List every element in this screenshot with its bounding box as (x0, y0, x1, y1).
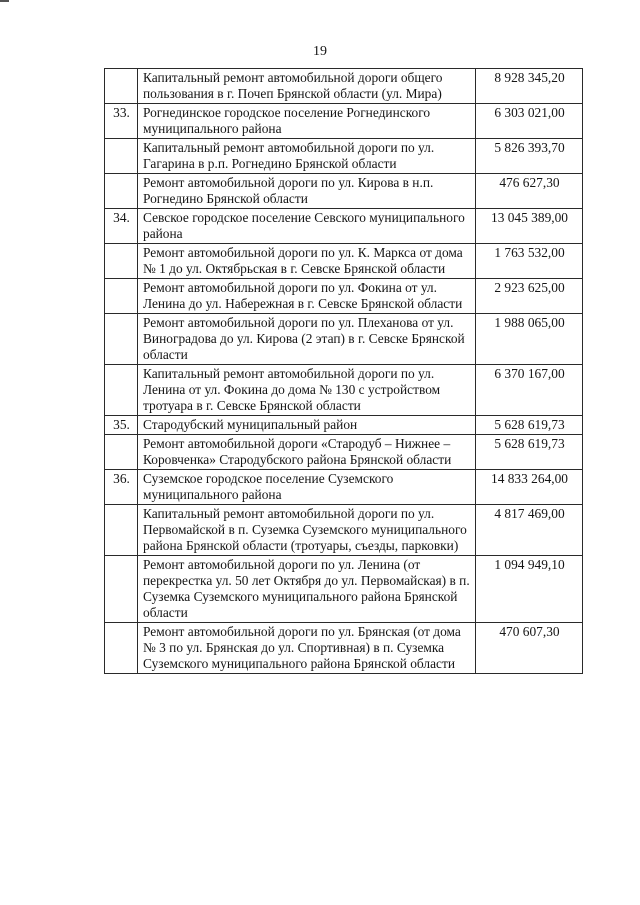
row-description: Ремонт автомобильной дороги «Стародуб – Нижнее – Коровченка» Стародубского района Брянской области (138, 435, 476, 470)
row-description: Капитальный ремонт автомобильной дороги по ул. Ленина от ул. Фокина до дома № 130 с устройством тротуара в г. Севске Брянской области (138, 365, 476, 416)
row-number: 36. (105, 470, 138, 505)
row-description: Суземское городское поселение Суземского муниципального района (138, 470, 476, 505)
row-description: Ремонт автомобильной дороги по ул. Плеханова от ул. Виноградова до ул. Кирова (2 этап) в г. Севске Брянской области (138, 314, 476, 365)
row-amount: 470 607,30 (476, 623, 583, 674)
table-row (105, 623, 583, 674)
row-amount: 13 045 389,00 (476, 209, 583, 244)
table-row (105, 435, 583, 470)
row-amount: 14 833 264,00 (476, 470, 583, 505)
table-row (105, 104, 583, 139)
scan-mark (0, 0, 9, 2)
row-amount: 1 988 065,00 (476, 314, 583, 365)
table-row (105, 139, 583, 174)
row-amount: 6 303 021,00 (476, 104, 583, 139)
row-description: Капитальный ремонт автомобильной дороги по ул. Первомайской в п. Суземка Суземского муниципального района Брянской области (тротуары, съезды, парковки) (138, 505, 476, 556)
row-amount: 5 826 393,70 (476, 139, 583, 174)
row-description: Капитальный ремонт автомобильной дороги по ул. Гагарина в р.п. Рогнедино Брянской области (138, 139, 476, 174)
row-description: Севское городское поселение Севского муниципального района (138, 209, 476, 244)
row-description: Капитальный ремонт автомобильной дороги общего пользования в г. Почеп Брянской области (ул. Мира) (138, 69, 476, 104)
row-description: Ремонт автомобильной дороги по ул. Ленина (от перекрестка ул. 50 лет Октября до ул. Первомайская) в п. Суземка Суземского муниципального района Брянской области (138, 556, 476, 623)
row-amount: 5 628 619,73 (476, 435, 583, 470)
row-amount: 2 923 625,00 (476, 279, 583, 314)
row-number (105, 244, 138, 279)
table-row (105, 174, 583, 209)
row-description: Ремонт автомобильной дороги по ул. К. Маркса от дома № 1 до ул. Октябрьская в г. Севске Брянской области (138, 244, 476, 279)
row-number: 35. (105, 416, 138, 435)
row-number (105, 365, 138, 416)
row-description: Ремонт автомобильной дороги по ул. Фокина от ул. Ленина до ул. Набережная в г. Севске Брянской области (138, 279, 476, 314)
table-row (105, 244, 583, 279)
funding-table (104, 68, 583, 674)
row-number (105, 556, 138, 623)
row-number (105, 505, 138, 556)
table-row (105, 314, 583, 365)
page-number: 19 (313, 44, 327, 59)
row-number (105, 279, 138, 314)
row-number (105, 435, 138, 470)
row-description: Ремонт автомобильной дороги по ул. Кирова в н.п. Рогнедино Брянской области (138, 174, 476, 209)
table-row (105, 556, 583, 623)
row-amount: 6 370 167,00 (476, 365, 583, 416)
row-number (105, 69, 138, 104)
row-amount: 476 627,30 (476, 174, 583, 209)
row-amount: 1 763 532,00 (476, 244, 583, 279)
row-number (105, 174, 138, 209)
table-row (105, 279, 583, 314)
row-number: 33. (105, 104, 138, 139)
row-number (105, 139, 138, 174)
row-number (105, 314, 138, 365)
row-amount: 4 817 469,00 (476, 505, 583, 556)
row-description: Рогнединское городское поселение Рогнединского муниципального района (138, 104, 476, 139)
row-number (105, 623, 138, 674)
row-amount: 5 628 619,73 (476, 416, 583, 435)
row-description: Ремонт автомобильной дороги по ул. Брянская (от дома № 3 по ул. Брянская до ул. Спортивная) в п. Суземка Суземского муниципального района Брянской области (138, 623, 476, 674)
table-row (105, 416, 583, 435)
table-row (105, 470, 583, 505)
row-description: Стародубский муниципальный район (138, 416, 476, 435)
row-number: 34. (105, 209, 138, 244)
table-row (105, 505, 583, 556)
table-row (105, 69, 583, 104)
row-amount: 1 094 949,10 (476, 556, 583, 623)
row-amount: 8 928 345,20 (476, 69, 583, 104)
table-row (105, 209, 583, 244)
table-row (105, 365, 583, 416)
